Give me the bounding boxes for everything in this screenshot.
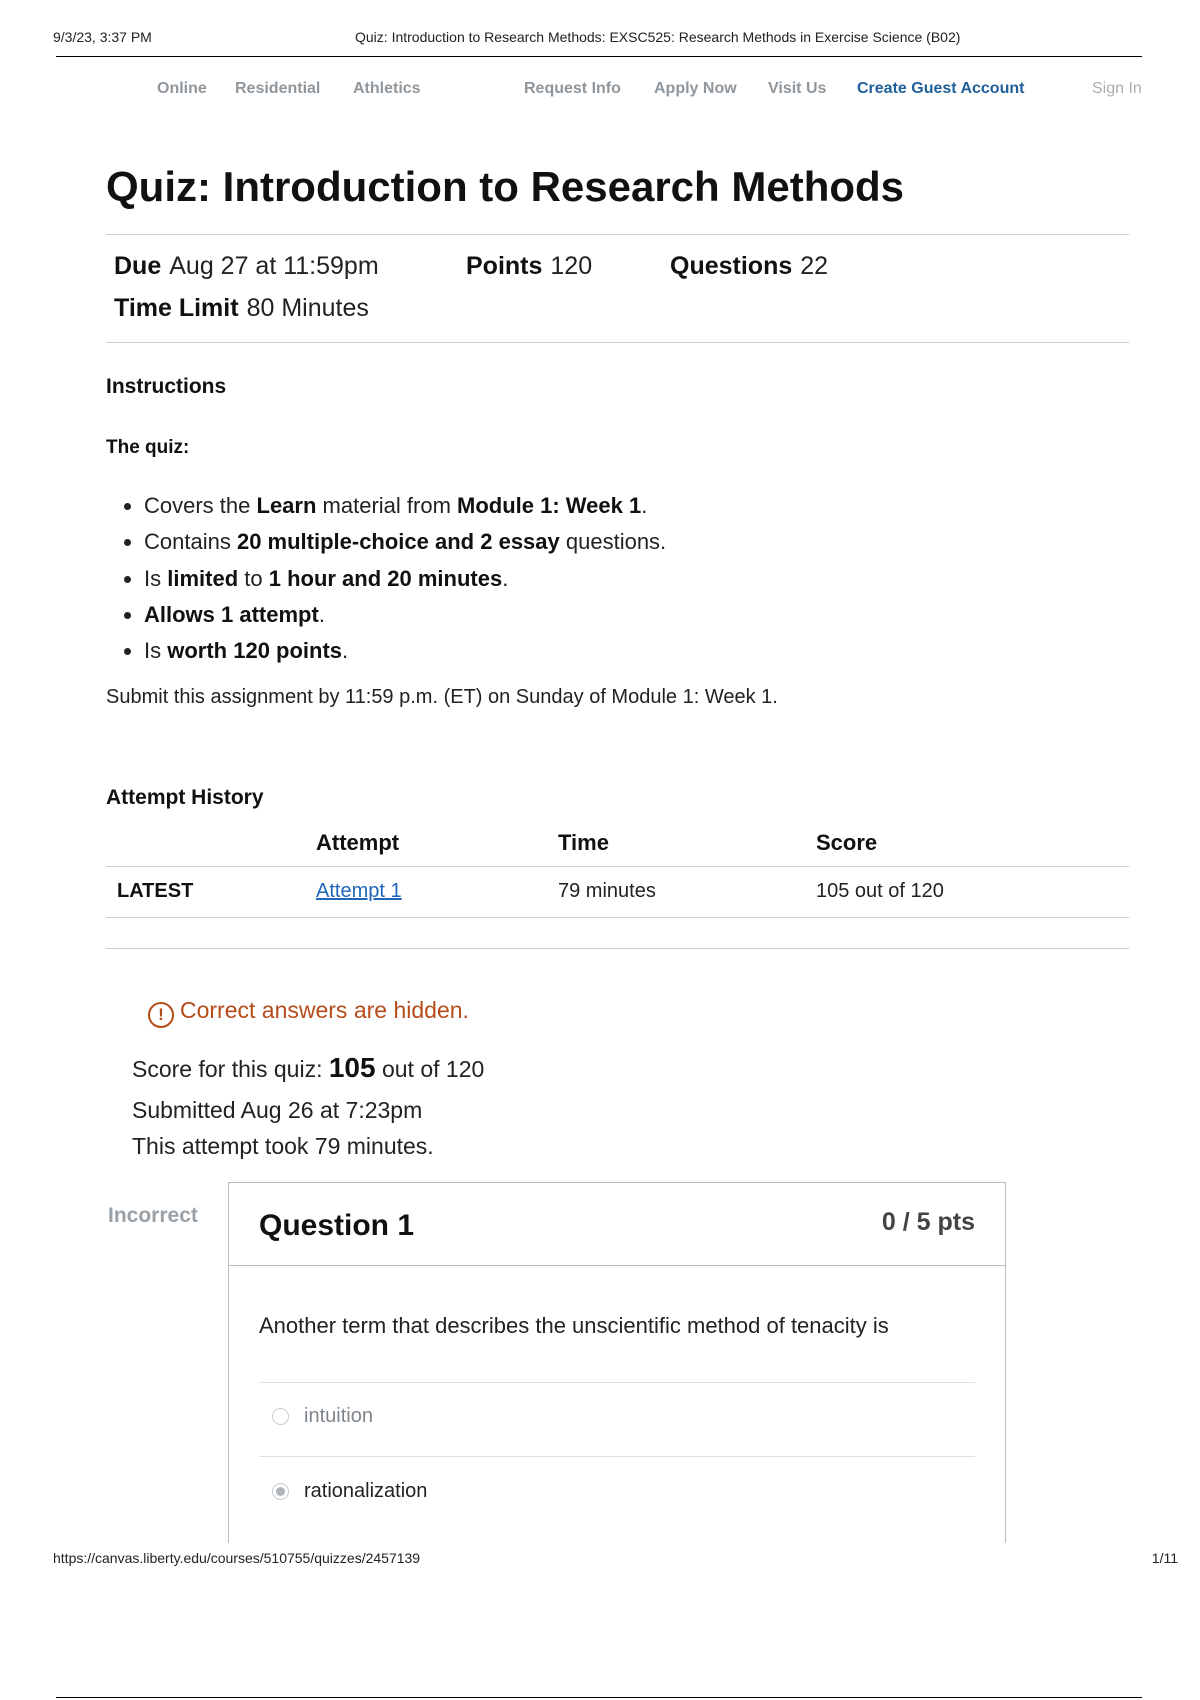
list-item	[144, 524, 666, 560]
instructions-heading: Instructions	[106, 375, 227, 398]
score-suffix: out of 120	[375, 1056, 485, 1082]
print-document-title: Quiz: Introduction to Research Methods: EXSC525: Research Methods in Exercise Science (B02)	[355, 29, 961, 45]
question-points: 0 / 5 pts	[881, 1208, 975, 1236]
create-guest-account-link[interactable]: Create Guest Account	[857, 80, 1025, 97]
text: to	[238, 565, 269, 591]
nav-link-request-info[interactable]: Request Info	[524, 80, 621, 97]
top-navigation	[0, 80, 1200, 104]
footer-divider	[56, 1697, 1142, 1698]
table-header-row	[106, 820, 1129, 867]
quiz-score	[132, 1052, 484, 1084]
questions-label: Questions	[670, 252, 793, 280]
question-card	[228, 1182, 1006, 1543]
points-value: 120	[550, 252, 593, 280]
text: questions.	[559, 529, 667, 555]
text: .	[502, 565, 509, 591]
quiz-due	[114, 252, 379, 281]
title-divider	[106, 234, 1129, 235]
question-header	[229, 1183, 1005, 1266]
text: Covers the	[144, 493, 257, 518]
table-row	[106, 867, 1129, 918]
attempt-score: 105 out of 120	[816, 880, 944, 902]
list-item	[144, 597, 666, 633]
answer-option	[304, 1405, 373, 1428]
score-prefix: Score for this quiz:	[132, 1056, 329, 1082]
text: .	[641, 493, 648, 518]
answer-divider	[259, 1382, 975, 1383]
answer-label: rationalization	[304, 1480, 428, 1502]
answer-label: intuition	[304, 1405, 373, 1427]
text-bold: 1 hour and 20 minutes	[268, 565, 503, 591]
text: Contains	[144, 529, 237, 555]
text-bold: limited	[167, 565, 239, 591]
nav-link-online[interactable]: Online	[157, 80, 207, 97]
quiz-points	[466, 252, 592, 281]
radio-button-selected	[272, 1483, 289, 1500]
radio-button	[272, 1408, 289, 1425]
text: .	[342, 638, 349, 664]
print-datetime: 9/3/23, 3:37 PM	[53, 29, 152, 45]
attempt-1-link[interactable]: Attempt 1	[316, 880, 402, 902]
time-limit-value: 80 Minutes	[246, 294, 369, 322]
text-bold: Module 1: Week 1	[457, 493, 642, 518]
points-label: Points	[466, 252, 543, 280]
warning-icon: !	[148, 1002, 174, 1028]
due-value: Aug 27 at 11:59pm	[169, 252, 379, 280]
attempt-duration: This attempt took 79 minutes.	[132, 1133, 434, 1159]
instructions-list	[106, 488, 666, 669]
answers-hidden-notice	[148, 997, 469, 1028]
time-limit-label: Time Limit	[114, 294, 239, 322]
text-bold: Allows 1 attempt	[144, 601, 319, 627]
nav-link-apply-now[interactable]: Apply Now	[654, 80, 737, 97]
page-title: Quiz: Introduction to Research Methods	[106, 163, 905, 210]
column-header-time: Time	[558, 830, 609, 855]
question-title: Question 1	[259, 1209, 415, 1242]
attempt-time: 79 minutes	[558, 880, 656, 902]
column-header-attempt: Attempt	[316, 830, 400, 855]
submitted-time: Submitted Aug 26 at 7:23pm	[132, 1097, 423, 1123]
score-value: 105	[328, 1052, 376, 1083]
text-bold: worth 120 points	[167, 638, 343, 664]
submit-deadline-note: Submit this assignment by 11:59 p.m. (ET) on Sunday of Module 1: Week 1.	[106, 686, 778, 708]
print-url: https://canvas.liberty.edu/courses/510755/quizzes/2457139	[53, 1550, 421, 1566]
nav-link-residential[interactable]: Residential	[235, 80, 321, 97]
attempt-history-heading: Attempt History	[106, 786, 264, 809]
text: .	[318, 601, 325, 627]
question-status-badge: Incorrect	[108, 1204, 198, 1227]
quiz-questions	[670, 252, 828, 281]
list-item	[144, 561, 666, 597]
instructions-subheading: The quiz:	[106, 437, 190, 458]
answer-option-selected	[304, 1480, 427, 1503]
text: material from	[316, 493, 458, 518]
question-text: Another term that describes the unscientific method of tenacity is	[259, 1313, 889, 1338]
answers-hidden-text: Correct answers are hidden.	[180, 997, 469, 1023]
list-item	[144, 488, 666, 524]
print-page-number: 1/11	[1151, 1550, 1178, 1566]
column-header-score: Score	[816, 830, 878, 855]
answer-divider	[259, 1456, 975, 1457]
attempt-history-table	[106, 820, 1129, 918]
nav-link-athletics[interactable]: Athletics	[353, 80, 421, 97]
text: Is	[144, 565, 168, 591]
list-item	[144, 633, 666, 669]
latest-label: LATEST	[117, 880, 194, 902]
text: Is	[144, 638, 168, 664]
nav-link-visit-us[interactable]: Visit Us	[768, 80, 827, 97]
quiz-time-limit	[114, 294, 369, 323]
meta-divider	[106, 342, 1129, 343]
due-label: Due	[114, 252, 162, 280]
print-header-divider	[56, 56, 1142, 57]
questions-value: 22	[800, 252, 829, 280]
sign-in-link[interactable]: Sign In	[1092, 80, 1142, 97]
text-bold: Learn	[256, 493, 317, 518]
text-bold: 20 multiple-choice and 2 essay	[236, 529, 560, 555]
results-divider	[106, 948, 1129, 949]
